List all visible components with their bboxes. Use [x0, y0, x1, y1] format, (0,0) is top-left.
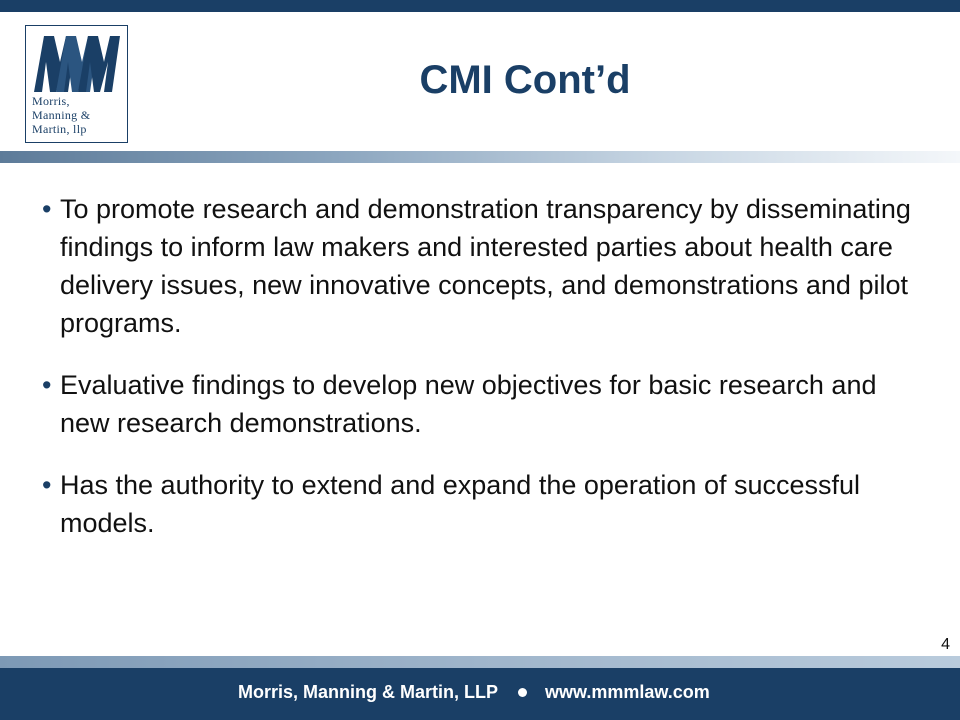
- bullet-item: [42, 366, 922, 442]
- logo-line-1: Morris,: [32, 94, 70, 108]
- bullet-text: To promote research and demonstration transparency by disseminating findings to inform law makers and interested parties about health care delivery issues, new innovative concepts, and demonstrations and pilot programs.: [60, 194, 911, 338]
- bullet-text: Evaluative findings to develop new objectives for basic research and new research demonstrations.: [60, 370, 877, 438]
- footer-stripe: [0, 656, 960, 668]
- footer-separator-dot-icon: [518, 688, 527, 697]
- top-bar: [0, 0, 960, 12]
- title-divider: [0, 151, 960, 163]
- bullet-dot-icon: •: [42, 194, 52, 224]
- footer-website: www.mmmlaw.com: [545, 682, 710, 702]
- bullet-dot-icon: •: [42, 370, 52, 400]
- logo-line-2: Manning &: [32, 108, 91, 122]
- slide-title: CMI Cont’d: [419, 58, 631, 102]
- page-number: 4: [941, 636, 950, 653]
- bullet-list: [42, 190, 922, 566]
- logo-line-3: Martin, llp: [32, 122, 87, 136]
- footer-content: [238, 682, 710, 703]
- bullet-item: [42, 190, 922, 342]
- footer-firm-name: Morris, Manning & Martin, LLP: [238, 682, 498, 702]
- bullet-item: [42, 466, 922, 542]
- bullet-text: Has the authority to extend and expand the operation of successful models.: [60, 470, 861, 538]
- bullet-dot-icon: •: [42, 470, 52, 500]
- footer-bar: [0, 668, 960, 720]
